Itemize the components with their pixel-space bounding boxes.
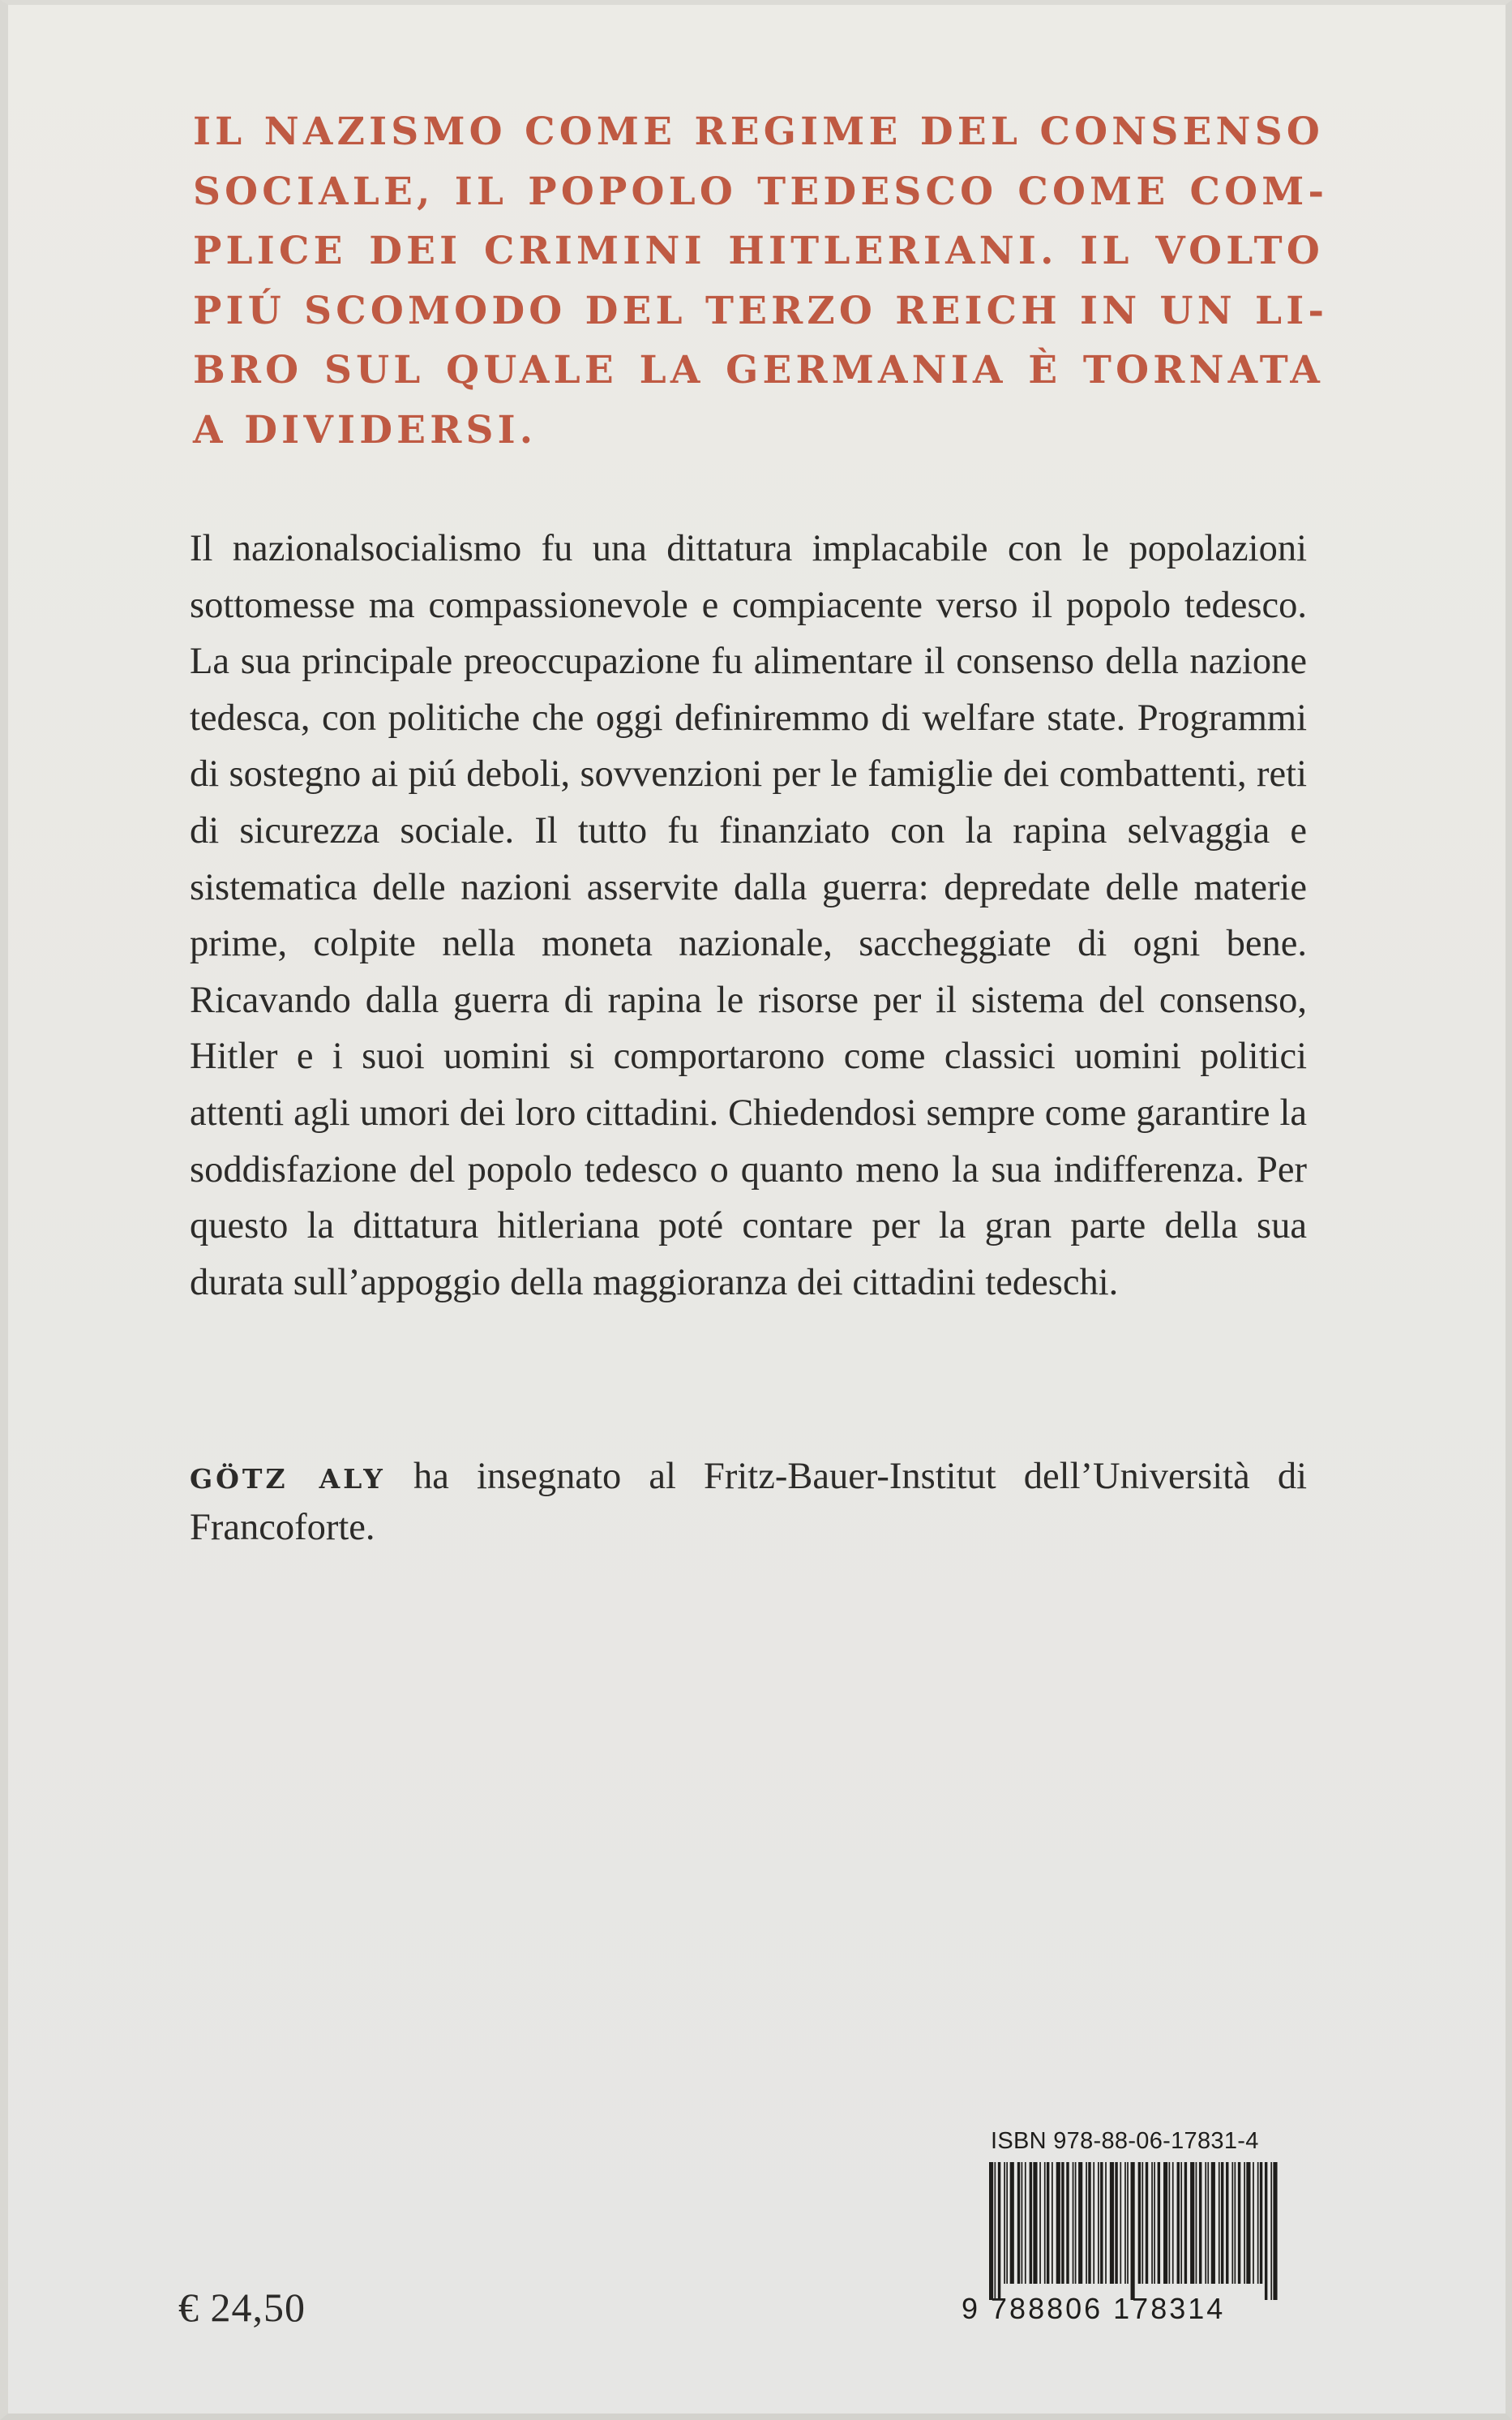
barcode-bar [1022, 2162, 1023, 2284]
barcode-bar [1172, 2162, 1174, 2284]
barcode-digits: 9 788806 178314 [962, 2292, 1226, 2325]
barcode-bar [989, 2162, 993, 2300]
barcode-bar [1260, 2162, 1262, 2284]
blurb-text: IL NAZISMO COME REGIME DEL CONSENSO SOCIALE, IL POPOLO TEDESCO COME COMPLICE DEI CRIMINI HITLERIANI. IL VOLTO PIÚ SCOMODO DEL TERZO REICH IN UN LIBRO SUL QUALE LA GERMANIA È TORNATA A DIVIDERSI. [193, 109, 1324, 453]
author-bio-text: ha insegnato al Fritz-Bauer-Institut dell’Università di Francoforte. [190, 1456, 1308, 1548]
barcode-bar [1234, 2162, 1236, 2284]
barcode-bar [1244, 2162, 1245, 2284]
barcode-bar [1154, 2162, 1155, 2284]
barcode-bar [1184, 2162, 1187, 2284]
barcode-bar [1177, 2162, 1180, 2284]
barcode-bar [1257, 2162, 1259, 2284]
barcode-bar [1047, 2162, 1049, 2284]
barcode-bar [1093, 2162, 1094, 2284]
barcode-bar [1078, 2162, 1082, 2284]
barcode-bar [1221, 2162, 1223, 2284]
barcode-bar [1115, 2162, 1117, 2284]
barcode-bar [1100, 2162, 1103, 2284]
barcode-bar [1017, 2162, 1020, 2284]
barcode-bar [1196, 2162, 1197, 2284]
barcode-bar [1205, 2162, 1206, 2284]
barcode-bar [994, 2162, 996, 2300]
barcode-bar [1030, 2162, 1032, 2284]
barcode-bar [1138, 2162, 1141, 2284]
barcode-bar [1066, 2162, 1069, 2284]
price-label: € 24,50 [178, 2285, 306, 2330]
barcode-bar [1238, 2162, 1240, 2284]
barcode-bar [1056, 2162, 1060, 2284]
author-bio [190, 1452, 1307, 1552]
barcode-bar [1273, 2162, 1277, 2300]
barcode-bar [1004, 2162, 1005, 2284]
barcode-bar [1075, 2162, 1077, 2284]
barcode-bar [1270, 2162, 1272, 2300]
barcode-bar [1088, 2162, 1090, 2284]
barcode-bar [1110, 2162, 1114, 2284]
barcode-bar [1025, 2162, 1026, 2284]
barcode-bar [1180, 2162, 1182, 2284]
barcode-bar [1146, 2162, 1148, 2284]
barcode-bar [1044, 2162, 1046, 2284]
barcode-bar [1033, 2162, 1037, 2284]
isbn-label: ISBN 978-88-06-17831-4 [991, 2128, 1259, 2154]
barcode-bar [1061, 2162, 1064, 2284]
barcode-bar [1006, 2162, 1008, 2284]
barcode-bar [1207, 2162, 1209, 2284]
barcode-bar [1124, 2162, 1126, 2284]
barcode-bar [1226, 2162, 1228, 2284]
barcode-bar [1265, 2162, 1267, 2300]
barcode-bar [1098, 2162, 1099, 2284]
barcode-bar [998, 2162, 1000, 2300]
barcode-bar [1141, 2162, 1143, 2284]
barcode-bar [1253, 2162, 1254, 2284]
barcode-bar [1231, 2162, 1233, 2284]
barcode-bar [1127, 2162, 1129, 2284]
barcode-bar [1219, 2162, 1220, 2284]
barcode-bar [1131, 2162, 1135, 2300]
barcode-bar [1105, 2162, 1107, 2284]
barcode-bar [1086, 2162, 1087, 2284]
barcode-bar [1190, 2162, 1194, 2284]
barcode-bar [1163, 2162, 1167, 2284]
barcode-bar [1211, 2162, 1215, 2284]
description-text: Il nazionalsocialismo fu una dittatura implacabile con le popolazioni sottomesse ma compassionevole e compiacente verso il popolo tedesco. La sua principale preoccupazione fu alimentare il consenso della nazione tedesca, con politiche che oggi definiremmo di welfare state. Programmi di sostegno ai piú deboli, sovvenzioni per le famiglie dei combattenti, reti di sicurezza sociale. Il tutto fu finanziato con la rapina selvaggia e sistematica delle nazioni asservite dalla guerra: depredate delle materie prime, colpite nella moneta nazionale, saccheggiate di ogni bene. Ricavando dalla guerra di rapina le risorse per il sistema del consenso, Hitler e i suoi uomini si comportarono come classici uomini politici attenti agli umori dei loro cittadini. Chiedendosi sempre come garantire la soddisfazione del popolo tedesco o quanto meno la sua indifferenza. Per questo la dittatura hitleriana poté contare per la gran parte della sua durata sull’appoggio della maggioranza dei cittadini tedeschi. [190, 528, 1307, 1303]
barcode-bar [1158, 2162, 1160, 2284]
barcode-bar [1039, 2162, 1041, 2284]
author-name: GÖTZ ALY [190, 1463, 386, 1495]
barcode-bar [1052, 2162, 1053, 2284]
barcode-bar [1199, 2162, 1201, 2284]
barcode-bar [1151, 2162, 1153, 2284]
barcode-bar [1246, 2162, 1250, 2284]
barcode-bar [1120, 2162, 1121, 2284]
barcode-bar [1073, 2162, 1074, 2284]
barcode-bar [1169, 2162, 1171, 2284]
barcode-bar [1010, 2162, 1014, 2284]
barcode-icon [989, 2162, 1293, 2300]
